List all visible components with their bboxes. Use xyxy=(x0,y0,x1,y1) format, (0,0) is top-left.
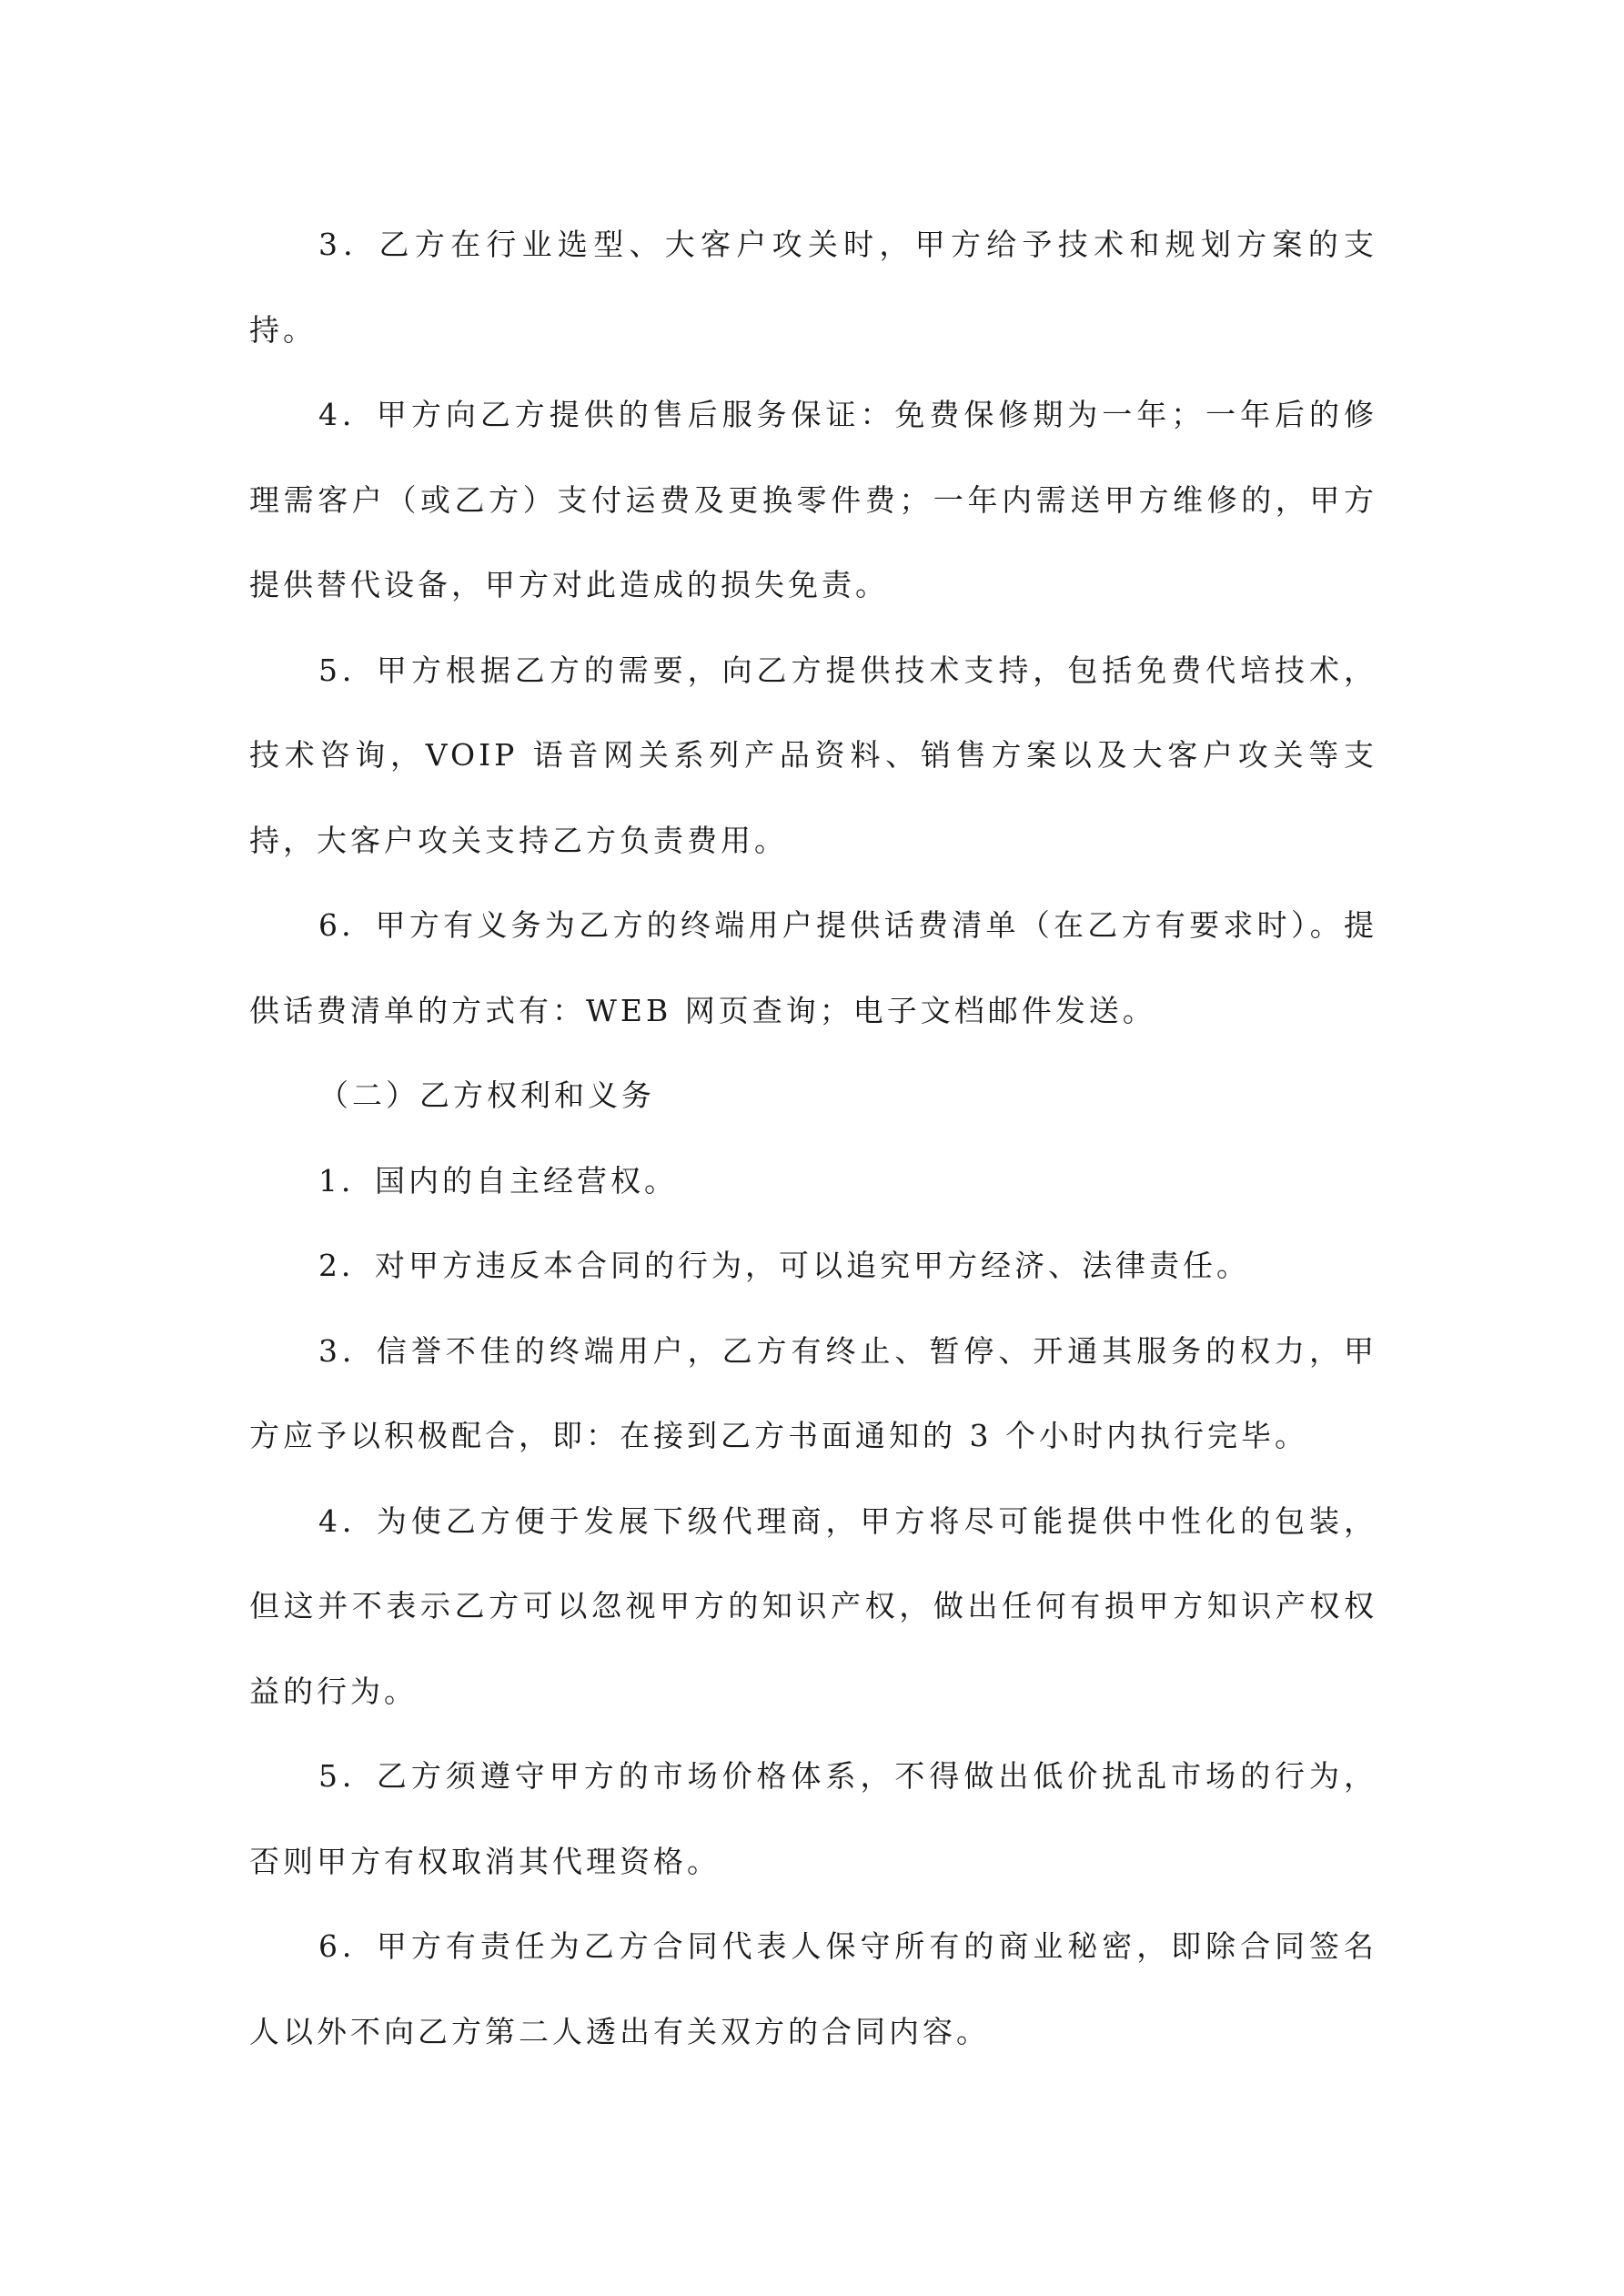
section-heading-party-b: （二）乙方权利和义务 xyxy=(318,1077,655,1113)
clause-party-b-5: 5．乙方须遵守甲方的市场价格体系，不得做出低价扰乱市场的行为，否则甲方有权取消其代理资格。 xyxy=(249,1758,1377,1879)
clause-party-a-4: 4．甲方向乙方提供的售后服务保证：免费保修期为一年；一年后的修理需客户（或乙方）支付运费及更换零件费；一年内需送甲方维修的，甲方提供替代设备，甲方对此造成的损失免责。 xyxy=(249,397,1377,602)
clause-party-b-6: 6．甲方有责任为乙方合同代表人保守所有的商业秘密，即除合同签名人以外不向乙方第二人透出有关双方的合同内容。 xyxy=(249,1928,1377,2049)
clause-party-b-2: 2．对甲方违反本合同的行为，可以追究甲方经济、法律责任。 xyxy=(318,1248,1250,1283)
clause-party-b-1: 1．国内的自主经营权。 xyxy=(318,1162,678,1199)
contract-body xyxy=(249,202,1377,2074)
clause-party-b-3: 3．信誉不佳的终端用户，乙方有终止、暂停、开通其服务的权力，甲方应予以积极配合，即：在接到乙方书面通知的 3 个小时内执行完毕。 xyxy=(249,1332,1377,1453)
clause-party-a-3: 3．乙方在行业选型、大客户攻关时，甲方给予技术和规划方案的支持。 xyxy=(249,227,1377,348)
clause-party-a-6: 6．甲方有义务为乙方的终端用户提供话费清单（在乙方有要求时）。提供话费清单的方式有：WEB 网页查询；电子文档邮件发送。 xyxy=(249,907,1377,1028)
clause-party-b-4: 4．为使乙方便于发展下级代理商，甲方将尽可能提供中性化的包装，但这并不表示乙方可以忽视甲方的知识产权，做出任何有损甲方知识产权权益的行为。 xyxy=(249,1502,1377,1709)
clause-party-a-5: 5．甲方根据乙方的需要，向乙方提供技术支持，包括免费代培技术，技术咨询，VOIP 语音网关系列产品资料、销售方案以及大客户攻关等支持，大客户攻关支持乙方负责费用。 xyxy=(249,652,1377,858)
